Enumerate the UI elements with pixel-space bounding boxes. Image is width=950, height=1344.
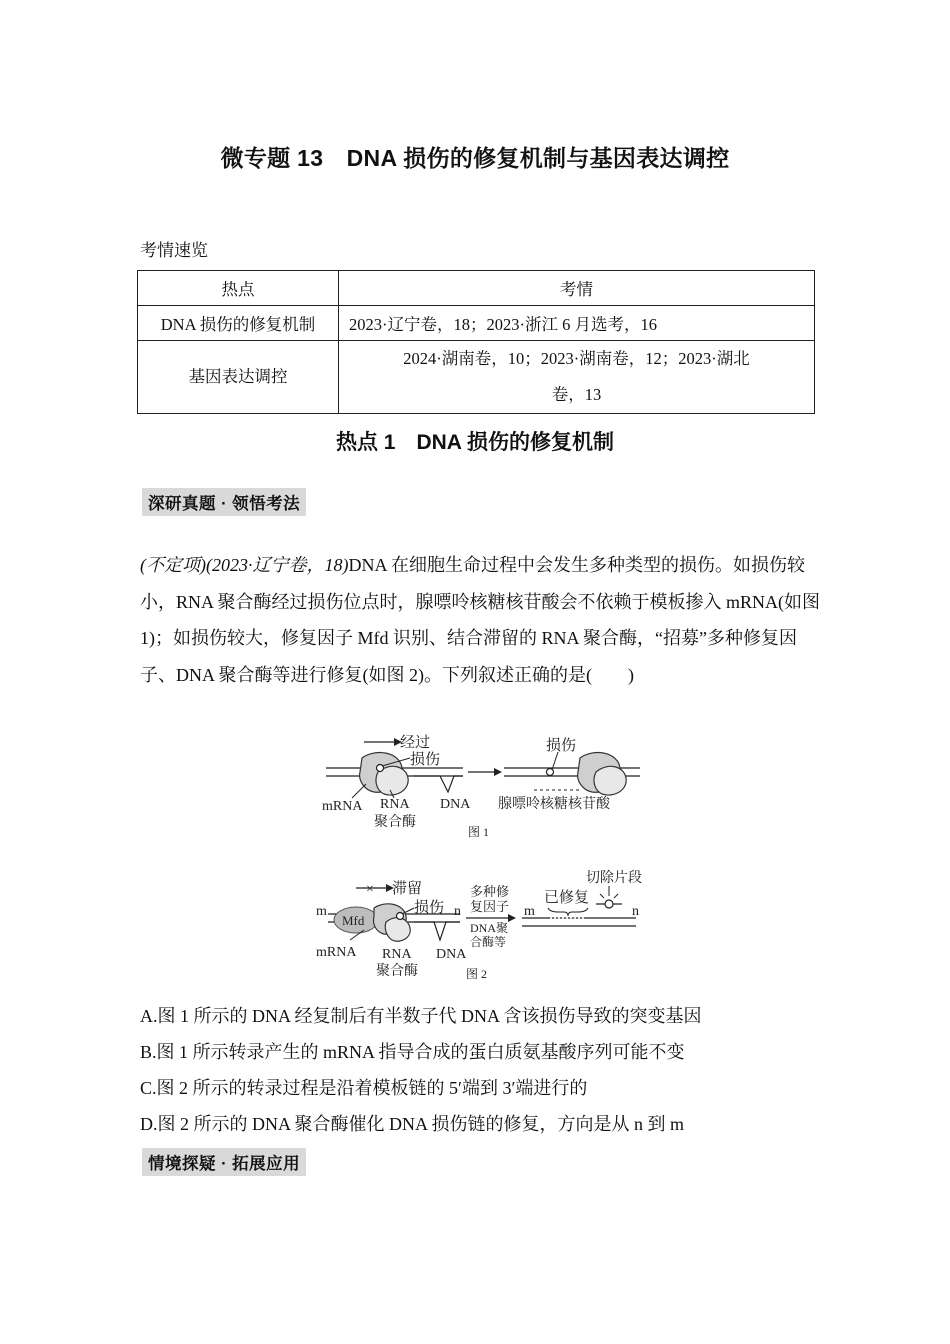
figure-1-caption: 图 1 bbox=[468, 825, 490, 839]
rna-polymerase-left bbox=[373, 904, 410, 941]
factors-label-line2: 复因子 bbox=[470, 899, 510, 914]
m-label-left: m bbox=[316, 904, 327, 919]
question-stem bbox=[140, 547, 820, 693]
overview-label: 考情速览 bbox=[140, 241, 208, 260]
repaired-label: 已修复 bbox=[544, 890, 590, 906]
excised-fragment-icon bbox=[596, 886, 622, 908]
dna-double-strand-right bbox=[522, 918, 636, 926]
damage-label-right: 损伤 bbox=[546, 738, 577, 754]
hotspot-title: 热点 1 DNA 损伤的修复机制 bbox=[335, 431, 615, 454]
section-tag: 情境探疑 · 拓展应用 bbox=[142, 1148, 306, 1176]
damage-label: 损伤 bbox=[410, 752, 441, 768]
row-hotspot: 基因表达调控 bbox=[138, 341, 339, 414]
dna-label: DNA bbox=[440, 797, 471, 812]
option-c: C.图 2 所示的转录过程是沿着模板链的 5′端到 3′端进行的 bbox=[140, 1078, 588, 1098]
rna-polymerase-left bbox=[360, 753, 409, 795]
mrna-label: mRNA bbox=[316, 945, 357, 960]
page-title: 微专题 13 DNA 损伤的修复机制与基因表达调控 bbox=[220, 145, 730, 171]
mrna-leader-line bbox=[352, 784, 366, 798]
polymerase-label: 聚合酶 bbox=[374, 815, 416, 830]
polymerase-label: 聚合酶 bbox=[376, 964, 418, 979]
process-arrow bbox=[468, 768, 502, 776]
damage-label: 损伤 bbox=[414, 900, 445, 916]
dna-bubble bbox=[414, 776, 463, 792]
option-a: A.图 1 所示的 DNA 经复制后有半数子代 DNA 含该损伤导致的突变基因 bbox=[140, 1006, 702, 1026]
row-hotspot: DNA 损伤的修复机制 bbox=[138, 306, 339, 341]
row-exam-info: 2023·辽宁卷，18；2023·浙江 6 月选考，16 bbox=[339, 306, 815, 341]
header-exam-info: 考情 bbox=[339, 271, 815, 306]
row-exam-info-line2: 卷，13 bbox=[551, 385, 602, 404]
table-row bbox=[138, 341, 815, 414]
dnapol-label-line1: DNA聚 bbox=[470, 921, 508, 935]
rna-label: RNA bbox=[380, 797, 410, 812]
rna-label: RNA bbox=[382, 947, 412, 962]
question-text: DNA 在细胞生命过程中会发生多种类型的损伤。如损伤较小，RNA 聚合酶经过损伤位点时，腺嘌呤核糖核苷酸会不依赖于模板掺入 mRNA(如图 1)；如损伤较大，修复因子 Mfd 识别、结合滞留的 RNA 聚合酶，“招募”多种修复因子、DNA 聚合酶等进行修复(如图 2)。下列叙述正确的是( ) bbox=[140, 555, 821, 685]
row-exam-info-line1: 2024·湖南卷，10；2023·湖南卷，12；2023·湖北 bbox=[403, 349, 750, 368]
question-source: (不定项)(2023·辽宁卷，18) bbox=[140, 555, 349, 575]
repaired-brace bbox=[548, 908, 588, 916]
stall-arrow bbox=[356, 882, 394, 897]
rna-polymerase-right bbox=[578, 753, 627, 795]
adenine-label: 腺嘌呤核糖核苷酸 bbox=[498, 797, 610, 812]
dna-label: DNA bbox=[436, 947, 467, 962]
table-header-row bbox=[138, 271, 815, 306]
stall-cross-icon: × bbox=[366, 882, 374, 897]
excised-label: 切除片段 bbox=[586, 871, 642, 886]
overview-table bbox=[137, 270, 815, 414]
dnapol-label-line2: 合酶等 bbox=[470, 935, 507, 949]
pass-label: 经过 bbox=[400, 735, 431, 751]
table-row bbox=[138, 306, 815, 341]
n-label-right: n bbox=[632, 904, 639, 919]
pass-arrow bbox=[364, 738, 402, 746]
damage-right-leader-line bbox=[552, 752, 558, 770]
m-label-right: m bbox=[524, 904, 535, 919]
option-b: B.图 1 所示转录产生的 mRNA 指导合成的蛋白质氨基酸序列可能不变 bbox=[140, 1042, 685, 1062]
mrna-label: mRNA bbox=[322, 799, 363, 814]
n-label-left: n bbox=[454, 904, 461, 919]
header-hotspot: 热点 bbox=[138, 271, 339, 306]
row-exam-info bbox=[339, 341, 815, 414]
figure-2-caption: 图 2 bbox=[466, 967, 488, 981]
option-d: D.图 2 所示的 DNA 聚合酶催化 DNA 损伤链的修复，方向是从 n 到 m bbox=[140, 1114, 685, 1134]
stall-label: 滞留 bbox=[392, 881, 423, 897]
dna-bubble bbox=[414, 922, 460, 940]
mfd-label: Mfd bbox=[342, 913, 365, 928]
section-tag: 深研真题 · 领悟考法 bbox=[142, 488, 306, 516]
factors-label-line1: 多种修 bbox=[470, 884, 510, 899]
figure-1-diagram bbox=[318, 728, 648, 848]
figure-2-diagram bbox=[310, 866, 650, 988]
